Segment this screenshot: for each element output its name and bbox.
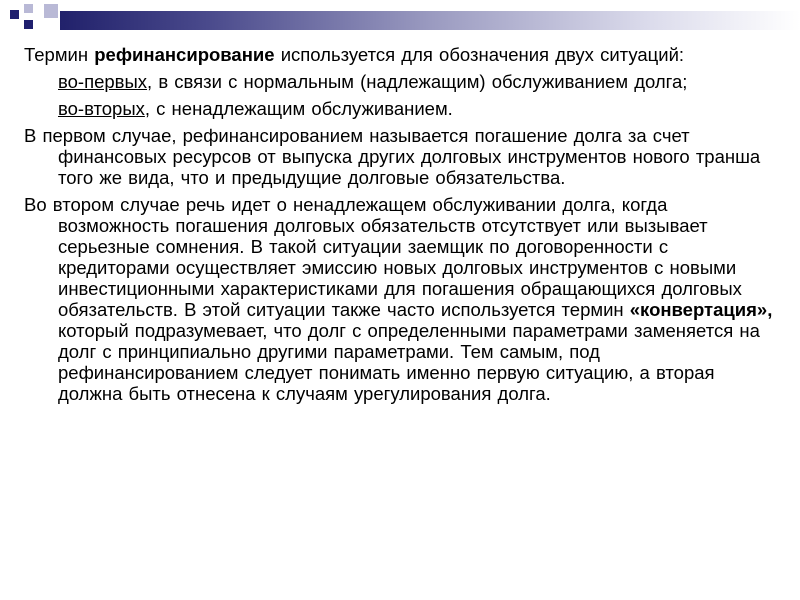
first-lead: во-первых [58,71,148,92]
light-square-top [24,4,33,13]
definition-tail-text: используется для обозначения двух ситуаций: [274,44,685,65]
slide-body [24,44,776,410]
first-case-text: В первом случае, рефинансированием называется погашение долга за счет финансовых ресурсов от выпуска других долговых инструментов нового транша того же вида, что и предыдущие долговые обязательства. [24,125,761,188]
light-square-right [44,4,58,18]
dark-square-top-left [10,10,19,19]
sub-item-second [24,98,776,119]
paragraph-first-case [24,125,776,188]
paragraph-definition [24,44,776,65]
term-refinancing: рефинансирование [94,44,275,65]
second-case-text-b: который подразумевает, что долг с определенными параметрами заменяется на долг с принципиально другими параметрами. Тем самым, под рефинансированием следует понимать именно первую ситуацию, а вторая должна быть отнесена к случаям урегулирования долга. [58,320,760,404]
definition-lead-text: Термин [24,44,95,65]
term-conversion: «конвертация», [629,299,773,320]
dark-square-middle [24,20,33,29]
second-text: , с ненадлежащим обслуживанием. [144,98,453,119]
second-lead: во-вторых [58,98,145,119]
header-gradient-bar [60,11,800,30]
first-text: , в связи с нормальным (надлежащим) обслуживанием долга; [147,71,688,92]
header-decoration [0,0,800,40]
sub-item-first [24,71,776,92]
second-case-text-a: Во втором случае речь идет о ненадлежащем обслуживании долга, когда возможность погашения долговых обязательств отсутствует или вызывает серьезные сомнения. В такой ситуации заемщик по договоренности с кредиторами осуществляет эмиссию новых долговых инструментов с новыми инвестиционными характеристиками для погашения обращающихся долговых обязательств. В этой ситуации также часто используется термин [24,194,742,320]
paragraph-second-case [24,194,776,404]
